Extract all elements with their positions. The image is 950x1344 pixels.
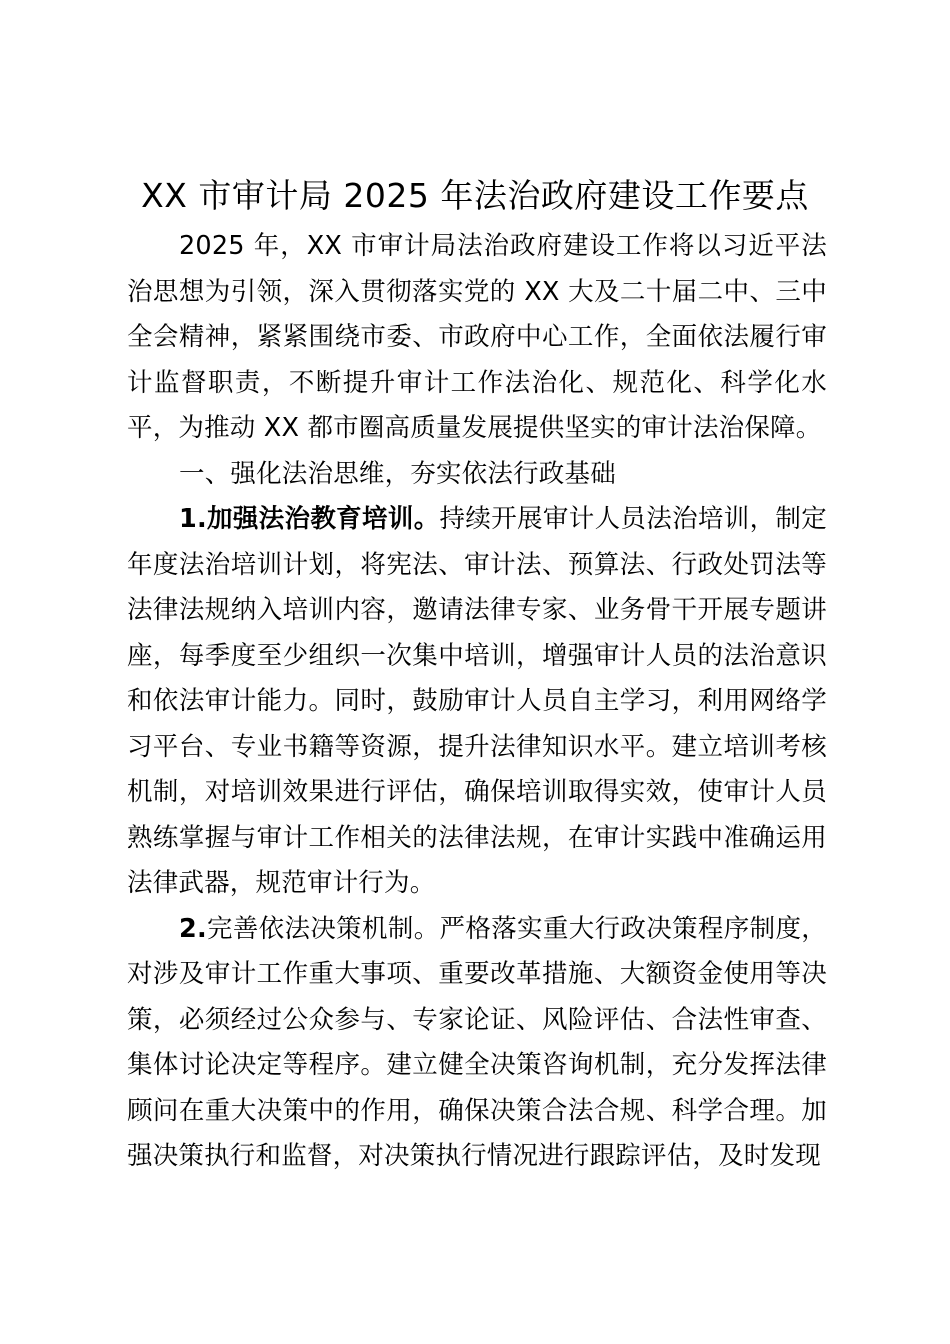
- item-1-number: 1.: [179, 504, 207, 534]
- document-body: [127, 224, 827, 1180]
- section-1-heading: 一、强化法治思维，夯实依法行政基础: [179, 458, 616, 489]
- item-2-paragraph: [127, 907, 827, 1180]
- item-2-text: 完善依法决策机制。严格落实重大行政决策程序制度，对涉及审计工作重大事项、重要改革措施、大额资金使用等决策，必须经过公众参与、专家论证、风险评估、合法性审查、集体讨论决定等程序。建立健全决策咨询机制，充分发挥法律顾问在重大决策中的作用，确保决策合法合规、科学合理。加强决策执行和监督，对决策执行情况进行跟踪评估，及时发现: [127, 913, 827, 1171]
- intro-paragraph: 2025 年，XX 市审计局法治政府建设工作将以习近平法治思想为引领，深入贯彻落实党的 XX 大及二十届二中、三中全会精神，紧紧围绕市委、市政府中心工作，全面依法履行审计监督职责，不断提升审计工作法治化、规范化、科学化水平，为推动 XX 都市圈高质量发展提供坚实的审计法治保障。: [127, 231, 827, 443]
- item-2-number: 2.: [179, 913, 207, 944]
- item-1-text: 持续开展审计人员法治培训，制定年度法治培训计划，将宪法、审计法、预算法、行政处罚法等法律法规纳入培训内容，邀请法律专家、业务骨干开展专题讲座，每季度至少组织一次集中培训，增强审计人员的法治意识和依法审计能力。同时，鼓励审计人员自主学习，利用网络学习平台、专业书籍等资源，提升法律知识水平。建立培训考核机制，对培训效果进行评估，确保培训取得实效，使审计人员熟练掌握与审计工作相关的法律法规，在审计实践中准确运用法律武器，规范审计行为。: [127, 504, 827, 898]
- item-1-paragraph: [127, 497, 827, 907]
- document-title: XX 市审计局 2025 年法治政府建设工作要点: [141, 176, 809, 215]
- item-1-lead: 加强法治教育培训。: [206, 504, 440, 534]
